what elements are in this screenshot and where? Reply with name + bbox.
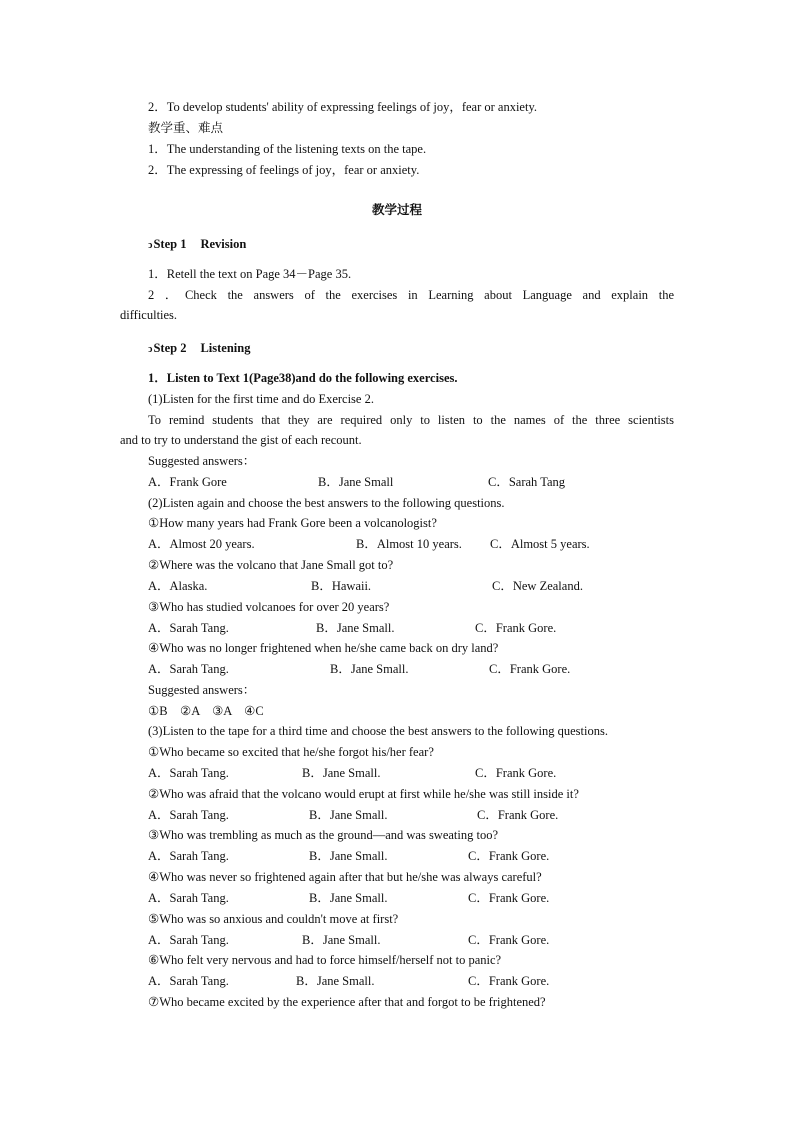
option-c: C．Frank Gore. [468, 974, 550, 988]
option-b: B．Almost 10 years. [356, 537, 462, 551]
option-a: A．Sarah Tang. [148, 891, 229, 905]
key-point-item: 1．The understanding of the listening texts on the tape. [148, 142, 427, 156]
question: ③Who has studied volcanoes for over 20 years? [148, 600, 390, 614]
objective-item: 2．To develop students' ability of expressing feelings of joy，fear or anxiety. [148, 100, 538, 114]
option-a: A．Sarah Tang. [148, 849, 229, 863]
option-c: C．Frank Gore. [475, 621, 557, 635]
step2-title: Listening [200, 341, 251, 355]
option-b: B．Jane Small. [302, 766, 381, 780]
part3-instruction: (3)Listen to the tape for a third time and choose the best answers to the following questions. [148, 724, 608, 738]
part1-note-continued: and to try to understand the gist of each recount. [120, 433, 362, 447]
answer-key: ①B ②A ③A ④C [148, 704, 264, 718]
option-b: B．Jane Small. [296, 974, 375, 988]
option-b: B．Jane Small. [302, 933, 381, 947]
option-c: C．New Zealand. [492, 579, 583, 593]
option-b: B．Hawaii. [311, 579, 372, 593]
option-b: B．Jane Small. [309, 849, 388, 863]
answers-label: Suggested answers： [148, 454, 256, 468]
process-title: 教学过程 [371, 202, 422, 217]
step-arrow-icon: ↄ [148, 344, 153, 355]
option-c: C．Frank Gore. [468, 933, 550, 947]
key-point-item: 2．The expressing of feelings of joy，fear or anxiety. [148, 163, 420, 177]
question: ④Who was no longer frightened when he/she came back on dry land? [148, 641, 499, 655]
step1-heading [148, 236, 246, 254]
part2-instruction: (2)Listen again and choose the best answers to the following questions. [148, 496, 505, 510]
answer-option: A．Frank Gore [148, 475, 227, 489]
option-b: B．Jane Small. [330, 662, 409, 676]
option-c: C．Frank Gore. [468, 849, 550, 863]
question: ①Who became so excited that he/she forgot his/her fear? [148, 745, 434, 759]
part1-instruction: (1)Listen for the first time and do Exercise 2. [148, 392, 374, 406]
answer-option: C．Sarah Tang [488, 475, 566, 489]
option-b: B．Jane Small. [316, 621, 395, 635]
question: ③Who was trembling as much as the ground—and was sweating too? [148, 828, 499, 842]
answer-option: B．Jane Small [318, 475, 394, 489]
option-c: C．Frank Gore. [475, 766, 557, 780]
key-points-heading: 教学重、难点 [148, 120, 224, 135]
step-arrow-icon: ↄ [148, 240, 153, 251]
task-heading: 1．Listen to Text 1(Page38)and do the following exercises. [148, 371, 458, 385]
option-c: C．Frank Gore. [477, 808, 559, 822]
question: ⑤Who was so anxious and couldn't move at first? [148, 912, 399, 926]
option-c: C．Frank Gore. [468, 891, 550, 905]
option-a: A．Sarah Tang. [148, 662, 229, 676]
option-a: A．Sarah Tang. [148, 808, 229, 822]
question: ⑦Who became excited by the experience after that and forgot to be frightened? [148, 995, 546, 1009]
question: ②Where was the volcano that Jane Small got to? [148, 558, 394, 572]
option-a: A．Almost 20 years. [148, 537, 255, 551]
option-c: C．Frank Gore. [489, 662, 571, 676]
step1-title: Revision [200, 237, 247, 251]
question: ①How many years had Frank Gore been a volcanologist? [148, 516, 437, 530]
step1-item: 2 ．Check the answers of the exercises in Learning about Language and explain the [148, 288, 674, 302]
answers-label: Suggested answers： [148, 683, 256, 697]
step2-heading [148, 340, 250, 358]
option-a: A．Sarah Tang. [148, 933, 229, 947]
question: ②Who was afraid that the volcano would erupt at first while he/she was still inside it? [148, 787, 579, 801]
option-b: B．Jane Small. [309, 891, 388, 905]
option-b: B．Jane Small. [309, 808, 388, 822]
question: ④Who was never so frightened again after that but he/she was always careful? [148, 870, 542, 884]
option-a: A．Alaska. [148, 579, 208, 593]
option-c: C．Almost 5 years. [490, 537, 590, 551]
step1-item: 1．Retell the text on Page 34－Page 35. [148, 267, 352, 281]
step2-number: Step 2 [153, 341, 187, 355]
option-a: A．Sarah Tang. [148, 621, 229, 635]
option-a: A．Sarah Tang. [148, 766, 229, 780]
option-a: A．Sarah Tang. [148, 974, 229, 988]
part1-note: To remind students that they are required only to listen to the names of the three scientists [148, 413, 674, 427]
question: ⑥Who felt very nervous and had to force himself/herself not to panic? [148, 953, 502, 967]
step1-number: Step 1 [153, 237, 187, 251]
step1-item-continued: difficulties. [120, 308, 178, 322]
